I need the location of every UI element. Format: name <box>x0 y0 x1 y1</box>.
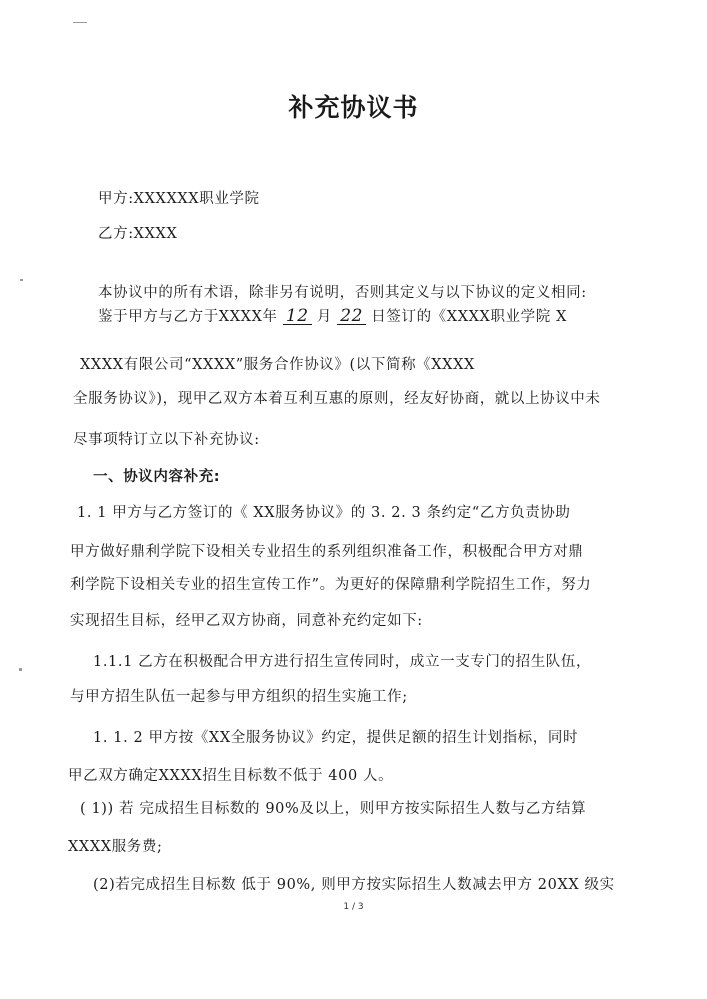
clause-1-1-line: 利学院下设相关专业的招生宣传工作”。为更好的保障鼎利学院招生工作，努力 <box>70 577 592 593</box>
clause-1-1-line: 甲方做好鼎利学院下设相关专业招生的系列组织准备工作，积极配合甲方对鼎 <box>70 544 584 560</box>
page-number: 1 / 3 <box>343 902 364 912</box>
intro-line-3: XXXX有限公司“XXXX”服务合作协议》(以下简称《XXXX <box>80 357 475 373</box>
clause-1-1-line: 实现招生目标，经甲乙双方协商，同意补充约定如下: <box>70 613 423 629</box>
intro-line-4: 全服务协议》)，现甲乙双方本着互利互惠的原则，经友好协商，就以上协议中未 <box>73 391 601 407</box>
party-a: 甲方:XXXXXX职业学院 <box>98 191 260 207</box>
intro-line-2-before: 鉴于甲方与乙方于XXXX年 <box>98 309 278 325</box>
item-1-line: ( 1)) 若 完成招生目标数的 90%及以上，则甲方按实际招生人数与乙方结算 <box>80 801 587 817</box>
clause-1-1-1-line: 与甲方招生队伍一起参与甲方组织的招生实施工作; <box>70 689 408 705</box>
item-2-line: (2)若完成招生目标数 低于 90%, 则甲方按实际招生人数减去甲方 20XX 级实 <box>93 877 615 893</box>
handwritten-day: 22 <box>337 308 366 325</box>
item-1-line: XXXX服务费; <box>68 839 163 855</box>
scan-mark <box>73 22 87 23</box>
clause-1-1-2-line: 1. 1. 2 甲方按《XX全服务协议》约定，提供足额的招生计划指标，同时 <box>93 730 579 746</box>
clause-1-1-2-line: 甲乙双方确定XXXX招生目标数不低于 400 人。 <box>68 768 394 784</box>
handwritten-month: 12 <box>283 308 312 325</box>
intro-line-2-mid: 月 <box>316 309 332 325</box>
intro-line-1: 本协议中的所有术语，除非另有说明，否则其定义与以下协议的定义相同: <box>98 285 587 301</box>
intro-line-2 <box>98 305 567 326</box>
scan-mark <box>19 668 22 671</box>
party-b: 乙方:XXXX <box>98 226 178 242</box>
intro-line-5: 尽事项特订立以下补充协议: <box>73 432 260 448</box>
clause-1-1-line: 1. 1 甲方与乙方签订的《 XX服务协议》的 3. 2. 3 条约定“乙方负责协助 <box>77 505 571 521</box>
intro-line-2-after: 日签订的《XXXX职业学院 X <box>371 309 567 325</box>
clause-1-1-1-line: 1.1.1 乙方在积极配合甲方进行招生宣传同时，成立一支专门的招生队伍， <box>93 654 592 670</box>
section-heading: 一、协议内容补充: <box>93 469 221 485</box>
document-title: 补充协议书 <box>288 93 419 122</box>
scan-mark <box>20 279 23 281</box>
